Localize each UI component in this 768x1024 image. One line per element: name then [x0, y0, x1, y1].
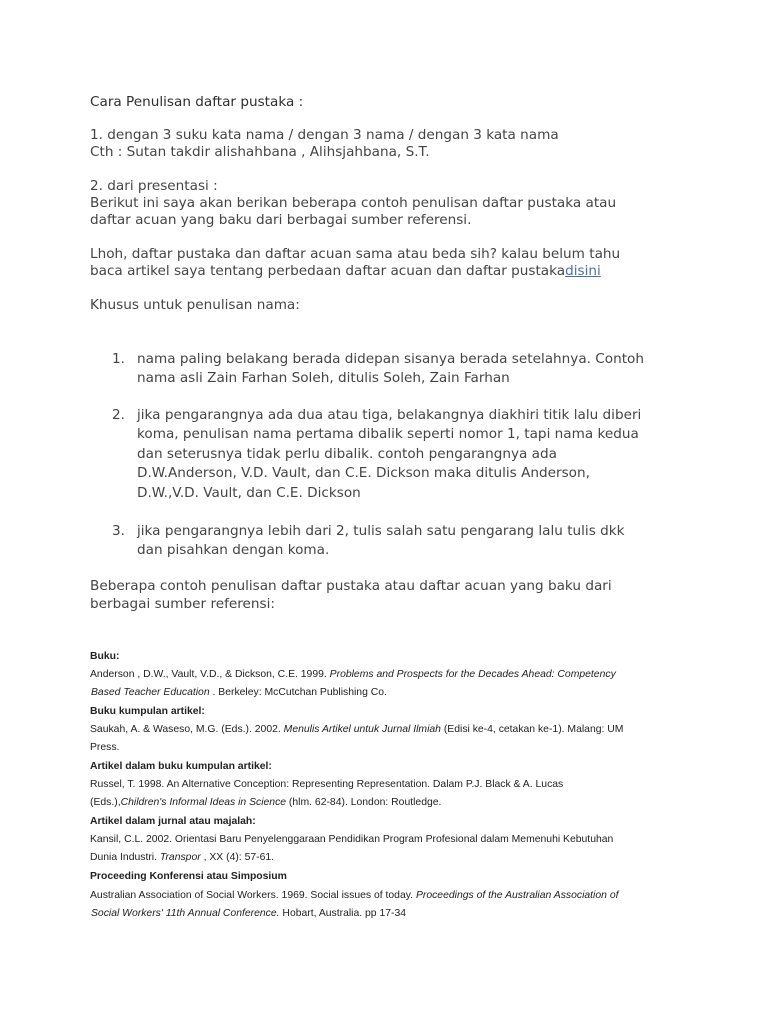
- ref-jurnal-volume: , XX (4): 57-61.: [200, 852, 275, 863]
- list-item-1-line-2: nama asli Zain Farhan Soleh, ditulis Soleh, Zain Farhan: [137, 370, 510, 386]
- ref-proceeding-title: Proceedings of the Australian Association of: [415, 890, 619, 901]
- ref-proceeding-line-2: [91, 905, 406, 923]
- ref-buku-authors: Anderson , D.W., Vault, V.D., & Dickson, C.E. 1999.: [90, 669, 330, 680]
- ref-artikel-buku-title: Children's Informal Ideas in Science: [120, 797, 287, 808]
- ref-buku-line-2: [91, 684, 387, 702]
- ref-buku-line-1: [90, 666, 616, 684]
- list-item-3-number: 3.: [112, 523, 125, 539]
- rule-1-line-1: 1. dengan 3 suku kata nama / dengan 3 nama / dengan 3 kata nama: [90, 127, 559, 143]
- examples-intro-line-2: berbagai sumber referensi:: [90, 596, 275, 612]
- list-item-1-line-1: nama paling belakang berada didepan sisanya berada setelahnya. Contoh: [137, 351, 644, 367]
- rule-2-line-1: Berikut ini saya akan berikan beberapa contoh penulisan daftar pustaka atau: [90, 195, 617, 211]
- rule-2-label: 2. dari presentasi :: [90, 178, 218, 194]
- list-item-2-line-4: D.W.Anderson, V.D. Vault, dan C.E. Dickson maka ditulis Anderson,: [137, 465, 590, 481]
- page-heading: Cara Penulisan daftar pustaka :: [90, 94, 304, 110]
- ref-kumpulan-line-2: Press.: [90, 742, 120, 753]
- ref-artikel-buku-line-2: [90, 794, 441, 812]
- ref-kumpulan-authors: Saukah, A. & Waseso, M.G. (Eds.). 2002.: [90, 724, 284, 735]
- ref-kumpulan-line-1: [90, 721, 623, 739]
- ref-jurnal-title: Transpor: [159, 852, 201, 863]
- disini-link[interactable]: disini: [565, 263, 601, 279]
- list-item-1-number: 1.: [112, 351, 125, 367]
- ref-kumpulan-title: Menulis Artikel untuk Jurnal Ilmiah: [283, 724, 441, 735]
- ref-buku-title-cont: Based Teacher Education: [91, 687, 210, 698]
- ref-proceeding-place: Hobart, Australia. pp 17-34: [279, 908, 407, 919]
- ref-buku-title: Problems and Prospects for the Decades Ahead: Competency: [329, 669, 616, 680]
- ref-jurnal-label: Artikel dalam jurnal atau majalah:: [90, 816, 256, 827]
- ref-jurnal-line-1: Kansil, C.L. 2002. Orientasi Baru Penyelenggaraan Pendidikan Program Profesional dalam Memenuhi Kebutuhan: [90, 834, 614, 845]
- question-line-2: [90, 262, 601, 280]
- list-item-3-line-2: dan pisahkan dengan koma.: [137, 542, 330, 558]
- question-line-1: Lhoh, daftar pustaka dan daftar acuan sama atau beda sih? kalau belum tahu: [90, 246, 621, 262]
- ref-kumpulan-edition: (Edisi ke-4, cetakan ke-1). Malang: UM: [440, 724, 624, 735]
- ref-artikel-buku-pages: (hlm. 62-84). London: Routledge.: [286, 797, 442, 808]
- list-item-2-number: 2.: [112, 407, 125, 423]
- ref-proceeding-line-1: [90, 887, 618, 905]
- ref-kumpulan-label: Buku kumpulan artikel:: [90, 706, 205, 717]
- examples-intro-line-1: Beberapa contoh penulisan daftar pustaka atau daftar acuan yang baku dari: [90, 578, 612, 594]
- question-text: baca artikel saya tentang perbedaan daftar acuan dan daftar pustaka: [90, 263, 566, 279]
- list-item-2-line-5: D.W.,V.D. Vault, dan C.E. Dickson: [137, 485, 361, 501]
- ref-artikel-buku-line-1: Russel, T. 1998. An Alternative Conception: Representing Representation. Dalam P.J. Black & A. Lucas: [90, 779, 564, 790]
- ref-proceeding-label: Proceeding Konferensi atau Simposium: [90, 871, 287, 882]
- list-item-2-line-2: koma, penulisan nama pertama dibalik seperti nomor 1, tapi nama kedua: [137, 426, 639, 442]
- ref-jurnal-line-2: [90, 849, 274, 867]
- list-item-3-line-1: jika pengarangnya lebih dari 2, tulis salah satu pengarang lalu tulis dkk: [137, 523, 625, 539]
- list-item-2-line-3: dan seterusnya tidak perlu dibalik. contoh pengarangnya ada: [137, 446, 557, 462]
- ref-proceeding-authors: Australian Association of Social Workers. 1969. Social issues of today.: [90, 890, 416, 901]
- rule-2-line-2: daftar acuan yang baku dari berbagai sumber referensi.: [90, 212, 472, 228]
- ref-artikel-buku-label: Artikel dalam buku kumpulan artikel:: [90, 761, 272, 772]
- ref-buku-label: Buku:: [90, 651, 120, 662]
- ref-artikel-buku-eds: (Eds.),: [90, 797, 121, 808]
- list-item-2-line-1: jika pengarangnya ada dua atau tiga, belakangnya diakhiri titik lalu diberi: [137, 407, 642, 423]
- khusus-heading: Khusus untuk penulisan nama:: [90, 297, 300, 313]
- rule-1-line-2: Cth : Sutan takdir alishahbana , Alihsjahbana, S.T.: [90, 144, 430, 160]
- ref-jurnal-dunia: Dunia Industri.: [90, 852, 160, 863]
- ref-proceeding-title-cont: Social Workers' 11th Annual Conference.: [91, 908, 280, 919]
- ref-buku-publisher: . Berkeley: McCutchan Publishing Co.: [209, 687, 387, 698]
